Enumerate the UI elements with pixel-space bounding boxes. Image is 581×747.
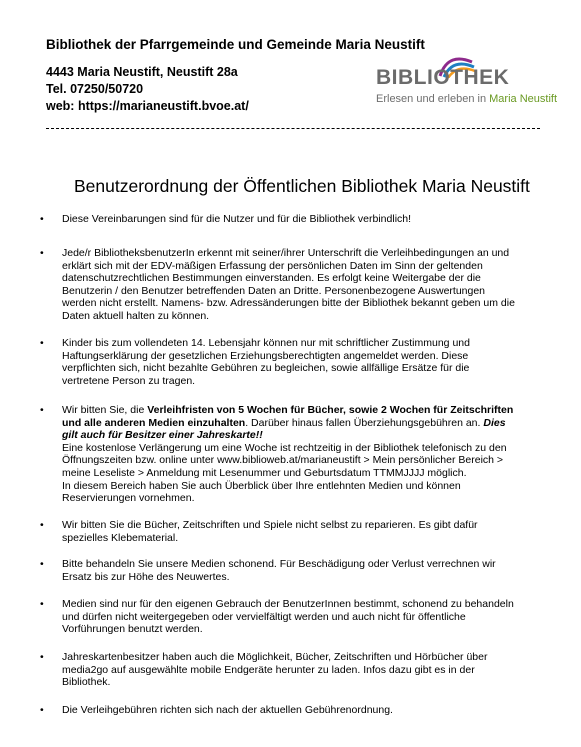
rule-line: Eine kostenlose Verlängerung um eine Woche ist rechtzeitig in der Bibliothek telefonisch zu den [62, 441, 507, 454]
library-address: 4443 Maria Neustift, Neustift 28a [46, 65, 238, 79]
library-logo [376, 66, 557, 112]
logo-wordmark: BIBLIOTHEK [376, 66, 510, 89]
bullet-icon: • [40, 651, 44, 663]
rule-text [62, 558, 540, 583]
rule-line: Medien sind nur für den eigenen Gebrauch der BenutzerInnen bestimmt, schonend zu behandeln [62, 598, 514, 610]
rule-line: Jede/r BibliotheksbenutzerIn erkennt mit seiner/ihrer Unterschrift die Verleihbedingungen an und [62, 247, 510, 259]
bullet-icon: • [40, 213, 44, 225]
rule-line: Jahreskartenbesitzer haben auch die Möglichkeit, Bücher, Zeitschriften und Hörbücher über [62, 651, 488, 663]
bullet-icon: • [40, 519, 44, 531]
bullet-icon: • [40, 337, 44, 349]
rule-line: Kinder bis zum vollendeten 14. Lebensjahr können nur mit schriftlicher Zustimmung und [62, 337, 470, 349]
bullet-icon: • [40, 704, 44, 716]
rule-line: Diese Vereinbarungen sind für die Nutzer und für die Bibliothek verbindlich! [62, 213, 412, 225]
rule-line: vertretene Person zu tragen. [62, 374, 196, 387]
rule-line: Die Verleihgebühren richten sich nach der aktuellen Gebührenordnung. [62, 704, 393, 716]
rule-line: verpflichten sich, nicht bezahlte Gebühren zu begleichen, sowie allfällige Ersätze für die [62, 362, 470, 375]
rule-line: gilt auch für Besitzer einer Jahreskarte!! [62, 429, 263, 442]
library-name: Bibliothek der Pfarrgemeinde und Gemeinde Maria Neustift [46, 37, 425, 52]
bullet-icon: • [40, 598, 44, 610]
rule-line: Wir bitten Sie, die Verleihfristen von 5 Wochen für Bücher, sowie 2 Wochen für Zeitschriften [62, 404, 514, 416]
rule-line: Bitte behandeln Sie unsere Medien schonend. Für Beschädigung oder Verlust verrechnen wir [62, 558, 496, 570]
bullet-icon: • [40, 404, 44, 416]
rule-line: Daten aktuell halten zu können. [62, 309, 210, 322]
rule-line: In diesem Bereich haben Sie auch Überblick über Ihre entlehnten Medien und können [62, 479, 461, 492]
library-phone: Tel. 07250/50720 [46, 82, 144, 96]
rule-text [62, 651, 540, 689]
rule-line: spezielles Klebematerial. [62, 531, 179, 544]
rule-line: Ersatz bis zur Höhe des Neuwertes. [62, 570, 230, 583]
rule-text [62, 213, 540, 226]
rule-line: Öffnungszeiten bzw. online unter www.biblioweb.at/marianeustift > Mein persönlicher Bereich > [62, 454, 504, 467]
rule-line: meine Leseliste > Anmeldung mit Lesenummer und Geburtsdatum TTMMJJJJ möglich. [62, 466, 467, 479]
rule-line: Wir bitten Sie die Bücher, Zeitschriften und Spiele nicht selbst zu reparieren. Es gibt dafür [62, 519, 478, 531]
page-title: Benutzerordnung der Öffentlichen Bibliothek Maria Neustift [74, 176, 530, 196]
library-web[interactable]: web: https://marianeustift.bvoe.at/ [46, 99, 249, 113]
rule-line: erklärt sich mit der EDV-mäßigen Erfassung der persönlichen Daten im Sinn der geltenden [62, 259, 483, 272]
rule-line: und dürfen nicht weitergegeben oder vervielfältigt werden und auch nicht für öffentliche [62, 610, 466, 623]
bullet-icon: • [40, 558, 44, 570]
rule-line: Vorführungen benutzt werden. [62, 623, 203, 636]
rule-text [62, 704, 540, 717]
rule-line: Bibliothek. [62, 676, 111, 689]
rule-text [62, 247, 540, 323]
rule-text [62, 337, 540, 387]
logo-tagline: Erlesen und erleben in Maria Neustift [376, 93, 557, 105]
rule-line: Haftungserklärung der gesetzlichen Erziehungsberechtigten angemeldet werden. Diese [62, 349, 469, 362]
rule-text [62, 598, 540, 636]
rule-text [62, 404, 540, 505]
bullet-icon: • [40, 247, 44, 259]
header-divider [46, 128, 540, 129]
rule-line: datenschutzrechtlichen Bestimmungen einverstanden. Es erfolgt keine Weitergabe der die [62, 272, 481, 285]
rule-line: werden nicht erstellt. Namens- bzw. Adressänderungen bitte der Bibliothek bekannt geben um die [62, 297, 515, 310]
rule-text [62, 519, 540, 544]
rule-line: media2go auf ausgewählte mobile Endgeräte herunter zu laden. Infos dazu gibt es in der [62, 663, 475, 676]
rule-line: Reservierungen vornehmen. [62, 492, 195, 505]
rule-line: und alle anderen Medien einzuhalten. Darüber hinaus fallen Überziehungsgebühren an. Dies [62, 416, 506, 429]
rule-line: Benutzerin / den Benutzer betreffenden Daten an Dritte. Personenbezogene Auswertungen [62, 284, 486, 297]
